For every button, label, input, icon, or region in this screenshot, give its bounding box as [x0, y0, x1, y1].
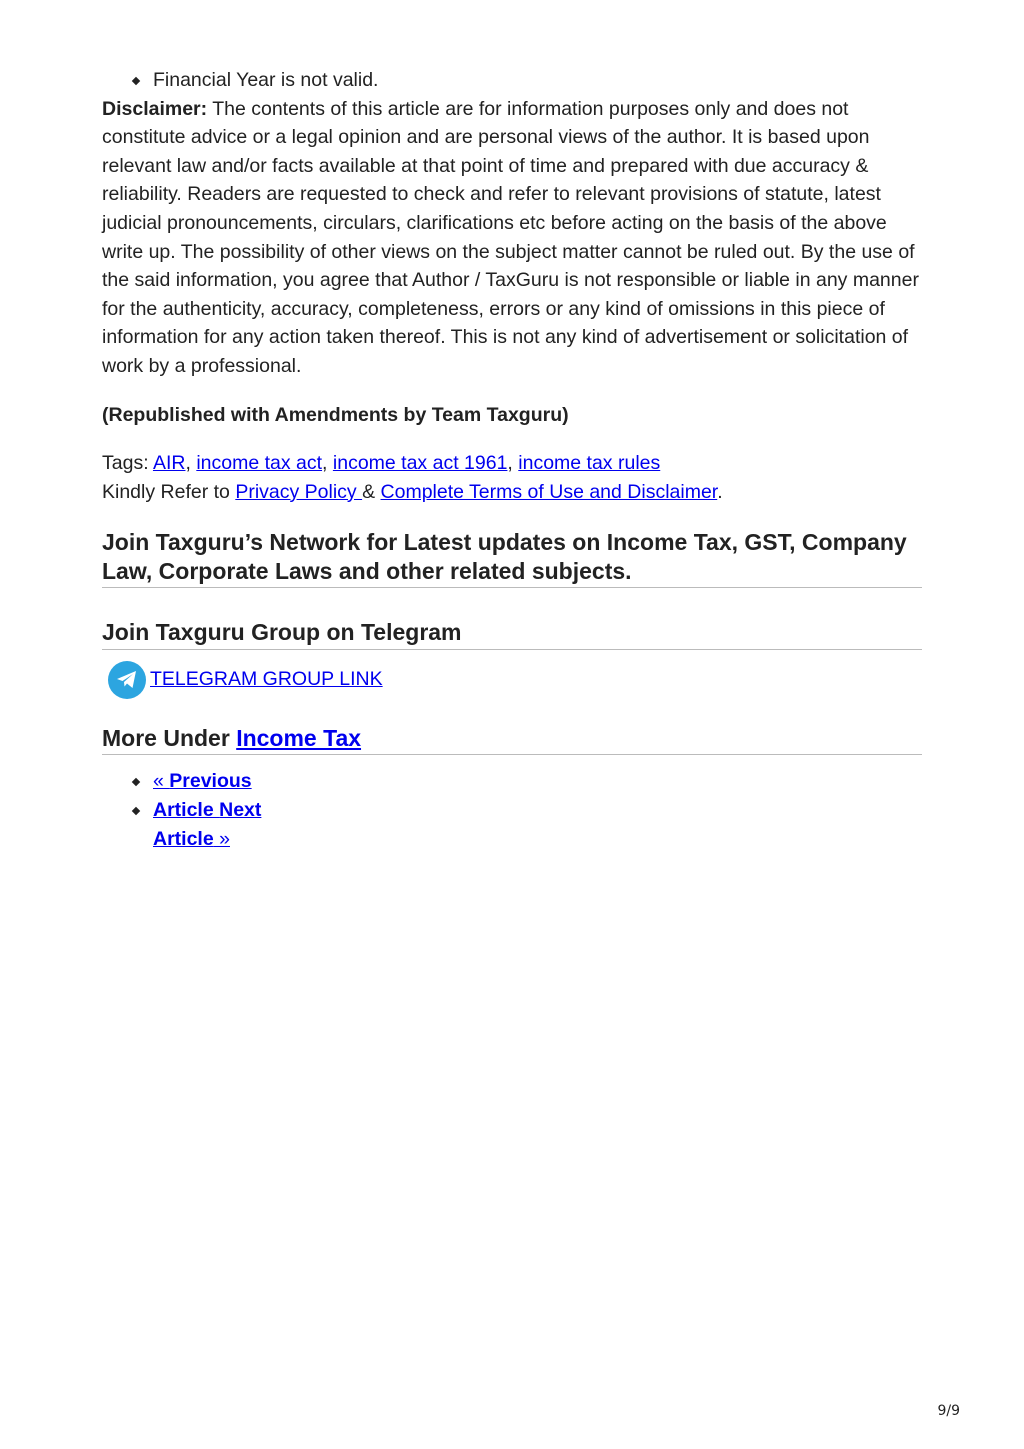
tag-separator: ,: [507, 452, 519, 475]
disclaimer-label: Disclaimer:: [102, 97, 208, 120]
tag-link-income-tax-act[interactable]: income tax act: [196, 452, 323, 475]
refer-line: [102, 478, 922, 507]
next-article-label: Article: [153, 827, 214, 850]
paper-plane-icon: [116, 670, 138, 690]
telegram-icon[interactable]: [108, 661, 146, 699]
validation-list: [102, 66, 922, 95]
tags-line: [102, 449, 922, 478]
refer-suffix: .: [717, 480, 723, 503]
next-arrow: »: [213, 827, 230, 850]
disclaimer-paragraph: [102, 95, 922, 381]
telegram-group-link[interactable]: TELEGRAM GROUP LINK: [150, 668, 383, 691]
tag-link-income-tax-act-1961[interactable]: income tax act 1961: [332, 452, 508, 475]
next-label: Next: [219, 798, 262, 821]
article-nav-list: [102, 767, 922, 853]
previous-article-item: [153, 767, 922, 796]
previous-label: Previous: [169, 770, 252, 793]
tag-separator: ,: [322, 452, 333, 475]
tag-link-income-tax-rules[interactable]: income tax rules: [518, 452, 661, 475]
previous-article-link[interactable]: [153, 770, 252, 792]
tags-block: [102, 449, 922, 506]
network-heading: Join Taxguru’s Network for Latest updates on Income Tax, GST, Company Law, Corporate Laws and other related subjects.: [102, 528, 922, 588]
telegram-heading: Join Taxguru Group on Telegram: [102, 618, 922, 650]
refer-amp: &: [362, 480, 381, 503]
category-link-income-tax[interactable]: Income Tax: [236, 724, 362, 751]
privacy-policy-link[interactable]: Privacy Policy: [235, 480, 363, 503]
more-under-prefix: More Under: [102, 724, 237, 751]
tag-link-air[interactable]: AIR: [152, 452, 186, 475]
list-item: Financial Year is not valid.: [153, 66, 922, 95]
prev-arrow: «: [153, 770, 170, 793]
article-content: [102, 66, 922, 853]
refer-prefix: Kindly Refer to: [102, 480, 236, 503]
tags-label: Tags:: [102, 452, 153, 475]
disclaimer-text: The contents of this article are for information purposes only and does not constitute advice or a legal opinion and are personal views of the author. It is based upon relevant law and/or facts available at that point of time and prepared with due accuracy & reliability. Readers are requested to check and refer to relevant provisions of statute, latest judicial pronouncements, circulars, clarifications etc before acting on the basis of the above write up. The possibility of other views on the subject matter cannot be ruled out. By the use of the said information, you agree that Author / TaxGuru is not responsible or liable in any manner for the authenticity, accuracy, completeness, errors or any kind of omissions in this piece of information for any action taken thereof. This is not any kind of advertisement or solicitation of work by a professional.: [102, 97, 919, 377]
terms-disclaimer-link[interactable]: Complete Terms of Use and Disclaimer: [380, 480, 718, 503]
next-article-item: [153, 796, 922, 853]
republished-note: (Republished with Amendments by Team Taxguru): [102, 403, 569, 426]
telegram-row: [102, 658, 922, 702]
page-number: 9/9: [937, 1403, 960, 1419]
more-under-heading: [102, 724, 922, 756]
previous-article-label-link[interactable]: Article: [153, 798, 220, 821]
tag-separator: ,: [185, 452, 197, 475]
